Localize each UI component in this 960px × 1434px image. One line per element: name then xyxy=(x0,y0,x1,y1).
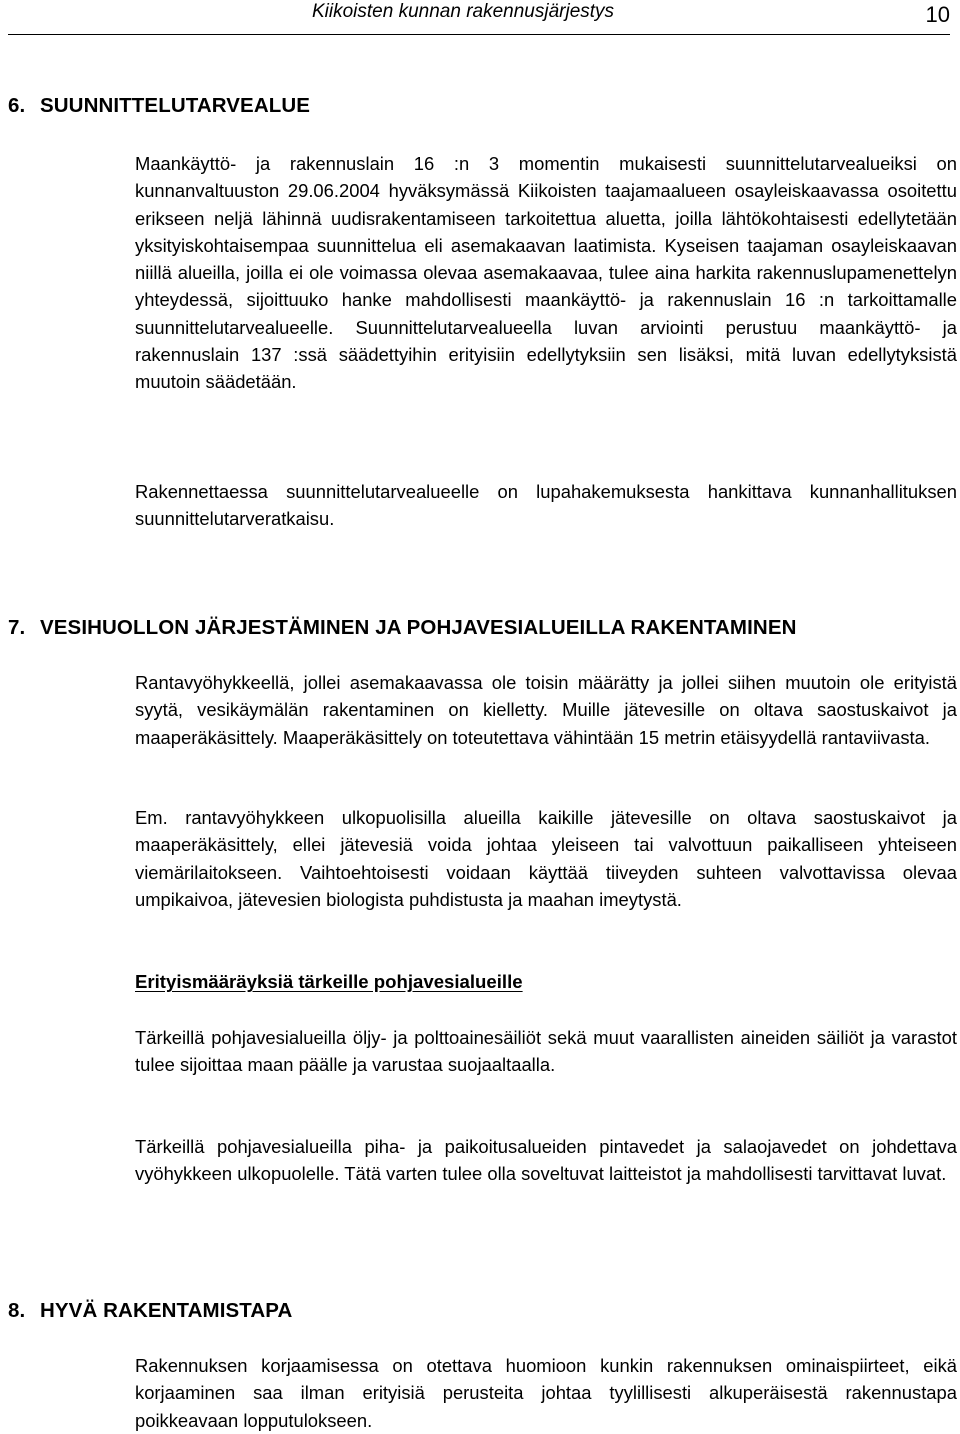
section-7-heading xyxy=(8,615,797,641)
section-6-paragraph-2: Rakennettaessa suunnittelutarvealueelle on lupahakemuksesta hankittava kunnanhallituksen suunnittelutarveratkaisu. xyxy=(135,481,957,530)
document-title: Kiikoisten kunnan rakennusjärjestys xyxy=(312,1,615,22)
section-7-paragraph-2: Em. rantavyöhykkeen ulkopuolisilla alueilla kaikille jätevesille on oltava saostuskaivot ja maaperäkäsittely, ellei jätevesiä voida johtaa yleiseen tai valvottuun paikalliseen yhteiseen viemärilaitokseen. Vaihtoehtoisesti voidaan käyttää tiiveyden suhteen valvottavissa olevaa umpikaivoa, jätevesien biologista puhdistusta ja maahan imeytystä. xyxy=(135,807,957,910)
section-number: 7. xyxy=(8,616,26,639)
subsection-heading: Erityismääräyksiä tärkeille pohjavesialueille xyxy=(135,971,523,992)
page-number: 10 xyxy=(925,2,950,27)
header-divider xyxy=(8,34,950,35)
page-header xyxy=(0,0,960,30)
subsection-paragraph-2: Tärkeillä pohjavesialueilla piha- ja paikoitusalueiden pintavedet ja salaojavedet on johdettava vyöhykkeen ulkopuolelle. Tätä varten tulee olla soveltuvat laitteistot ja mahdollisesti tarvittavat luvat. xyxy=(135,1136,957,1185)
section-8-paragraph-1: Rakennuksen korjaamisessa on otettava huomioon kunkin rakennuksen ominaispiirteet, eikä korjaaminen saa ilman erityisiä perusteita johtaa tyylillisesti alkuperäisestä rakennustapa poikkeavaan lopputulokseen. xyxy=(135,1355,957,1431)
section-number: 6. xyxy=(8,94,26,117)
section-8-heading xyxy=(8,1298,292,1324)
section-number: 8. xyxy=(8,1299,26,1322)
section-7-paragraph-1: Rantavyöhykkeellä, jollei asemakaavassa ole toisin määrätty ja jollei siihen muutoin ole erityistä syytä, vesikäymälän rakentaminen on kielletty. Muille jätevesille on oltava saostuskaivot ja maaperäkäsittely. Maaperäkäsittely on toteutettava vähintään 15 metrin etäisyydellä rantaviivasta. xyxy=(135,672,957,748)
section-title: HYVÄ RAKENTAMISTAPA xyxy=(40,1299,293,1322)
section-title: VESIHUOLLON JÄRJESTÄMINEN JA POHJAVESIALUEILLA RAKENTAMINEN xyxy=(40,616,797,639)
subsection-paragraph-1: Tärkeillä pohjavesialueilla öljy- ja polttoainesäiliöt sekä muut vaarallisten aineiden säiliöt ja varastot tulee sijoittaa maan päälle ja varustaa suojaaltaalla. xyxy=(135,1027,957,1076)
section-title: SUUNNITTELUTARVEALUE xyxy=(40,94,311,117)
section-6-heading xyxy=(8,93,310,119)
section-6-paragraph-1: Maankäyttö- ja rakennuslain 16 :n 3 momentin mukaisesti suunnittelutarvealueiksi on kunnanvaltuuston 29.06.2004 hyväksymässä Kiikoisten taajamaalueen osayleiskaavassa osoitettu erikseen neljä lähinnä uudisrakentamiseen tarkoitettua aluetta, joilla lähtökohtaisesti edellytetään yksityiskohtaisempaa suunnittelua eli asemakaavan laatimista. Kyseisen taajaman osayleiskaavan niillä alueilla, joilla ei ole voimassa olevaa asemakaavaa, tulee aina harkita rakennuslupamenettelyn yhteydessä, sijoittuuko hanke mahdollisesti maankäyttö- ja rakennuslain 16 :n tarkoittamalle suunnittelutarvealueelle. Suunnittelutarvealueella luvan arviointi perustuu maankäyttö- ja rakennuslain 137 :ssä säädettyihin erityisiin edellytyksiin sen lisäksi, mitä luvan edellytyksistä muutoin säädetään. xyxy=(135,153,957,393)
